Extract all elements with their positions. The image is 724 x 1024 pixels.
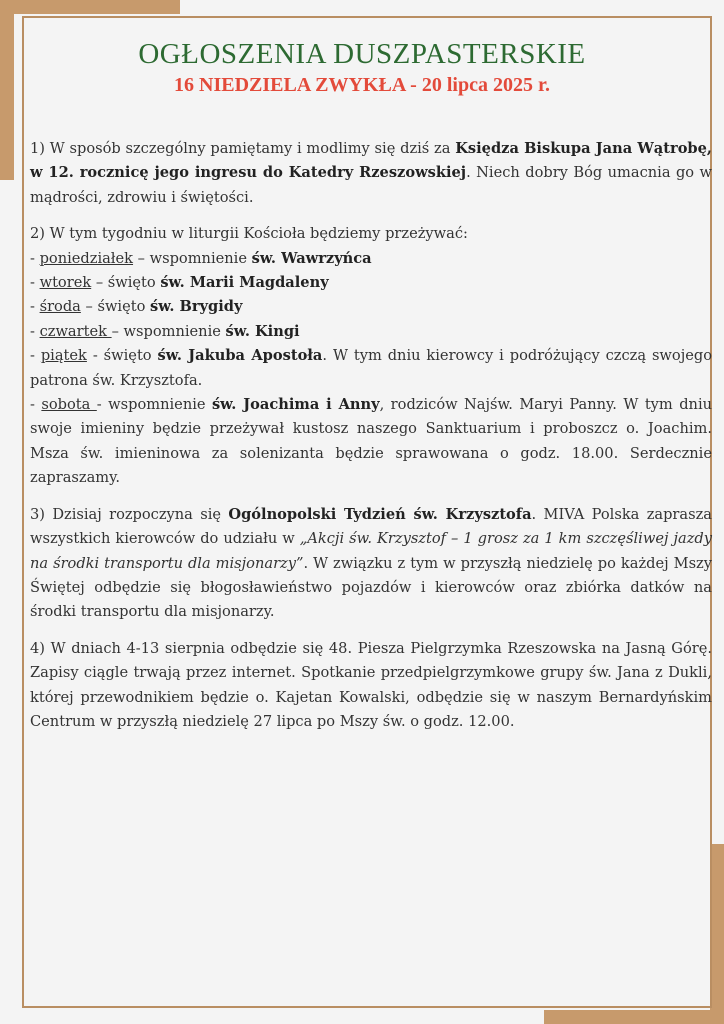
announcement-1: 1) W sposób szczególny pamiętamy i modlimy się dziś za Księdza Biskupa Jana Wątrobę, w 12. rocznicę jego ingresu do Katedry Rzeszowskiej. Niech dobry Bóg umacnia go w mądrości, zdrowiu i świętości. — [30, 140, 712, 206]
liturgy-friday: - piątek - święto św. Jakuba Apostoła. W tym dniu kierowcy i podróżujący czczą swojego patrona św. Krzysztofa. — [30, 347, 712, 389]
liturgy-tuesday: - wtorek – święto św. Marii Magdaleny — [30, 274, 329, 292]
decorative-corner-top-left — [0, 0, 180, 14]
decorative-corner-bottom-right-vertical — [710, 844, 724, 1024]
liturgy-wednesday: - środa – święto św. Brygidy — [30, 298, 243, 316]
announcement-3: 3) Dzisiaj rozpoczyna się Ogólnopolski Tydzień św. Krzysztofa. MIVA Polska zaprasza wszystkich kierowców do udziału w „Akcji św. Krzysztof – 1 grosz za 1 km szczęśliwej jazdy na środki transportu dla misjonarzy”. W związku z tym w przyszłą niedzielę po każdej Mszy Świętej odbędzie się błogosławieństwo pojazdów i kierowców oraz zbiórka datków na środki transportu dla misjonarzy. — [30, 505, 712, 621]
liturgy-saturday: - sobota - wspomnienie św. Joachima i Anny, rodziców Najśw. Maryi Panny. W tym dniu swoje imieniny będzie przeżywał kustosz naszego Sanktuarium i proboszcz o. Joachim. Msza św. imieninowa za solenizanta będzie sprawowana o godz. 18.00. Serdecznie zapraszamy. — [30, 396, 713, 487]
decorative-corner-bottom-right — [544, 1010, 724, 1024]
announcement-4: 4) W dniach 4-13 sierpnia odbędzie się 48. Piesza Pielgrzymka Rzeszowska na Jasną Górę. Zapisy ciągle trwają przez internet. Spotkanie przedpielgrzymkowe grupy św. Jana z Dukli, której przewodnikiem będzie o. Kajetan Kowalski, odbędzie się w naszym Bernardyńskim Centrum w przyszłą niedzielę 27 lipca po Mszy św. o godz. 12.00. — [30, 639, 712, 730]
announcement-2 — [30, 222, 712, 490]
page-title: OGŁOSZENIA DUSZPASTERSKIE — [138, 38, 586, 70]
liturgy-thursday: - czwartek – wspomnienie św. Kingi — [30, 322, 300, 340]
announcements-body — [30, 137, 712, 746]
page-subtitle: 16 NIEDZIELA ZWYKŁA - 20 lipca 2025 r. — [174, 74, 550, 96]
liturgy-intro: 2) W tym tygodniu w liturgii Kościoła będziemy przeżywać: — [30, 225, 468, 243]
liturgy-monday: - poniedziałek – wspomnienie św. Wawrzyńca — [30, 249, 372, 267]
